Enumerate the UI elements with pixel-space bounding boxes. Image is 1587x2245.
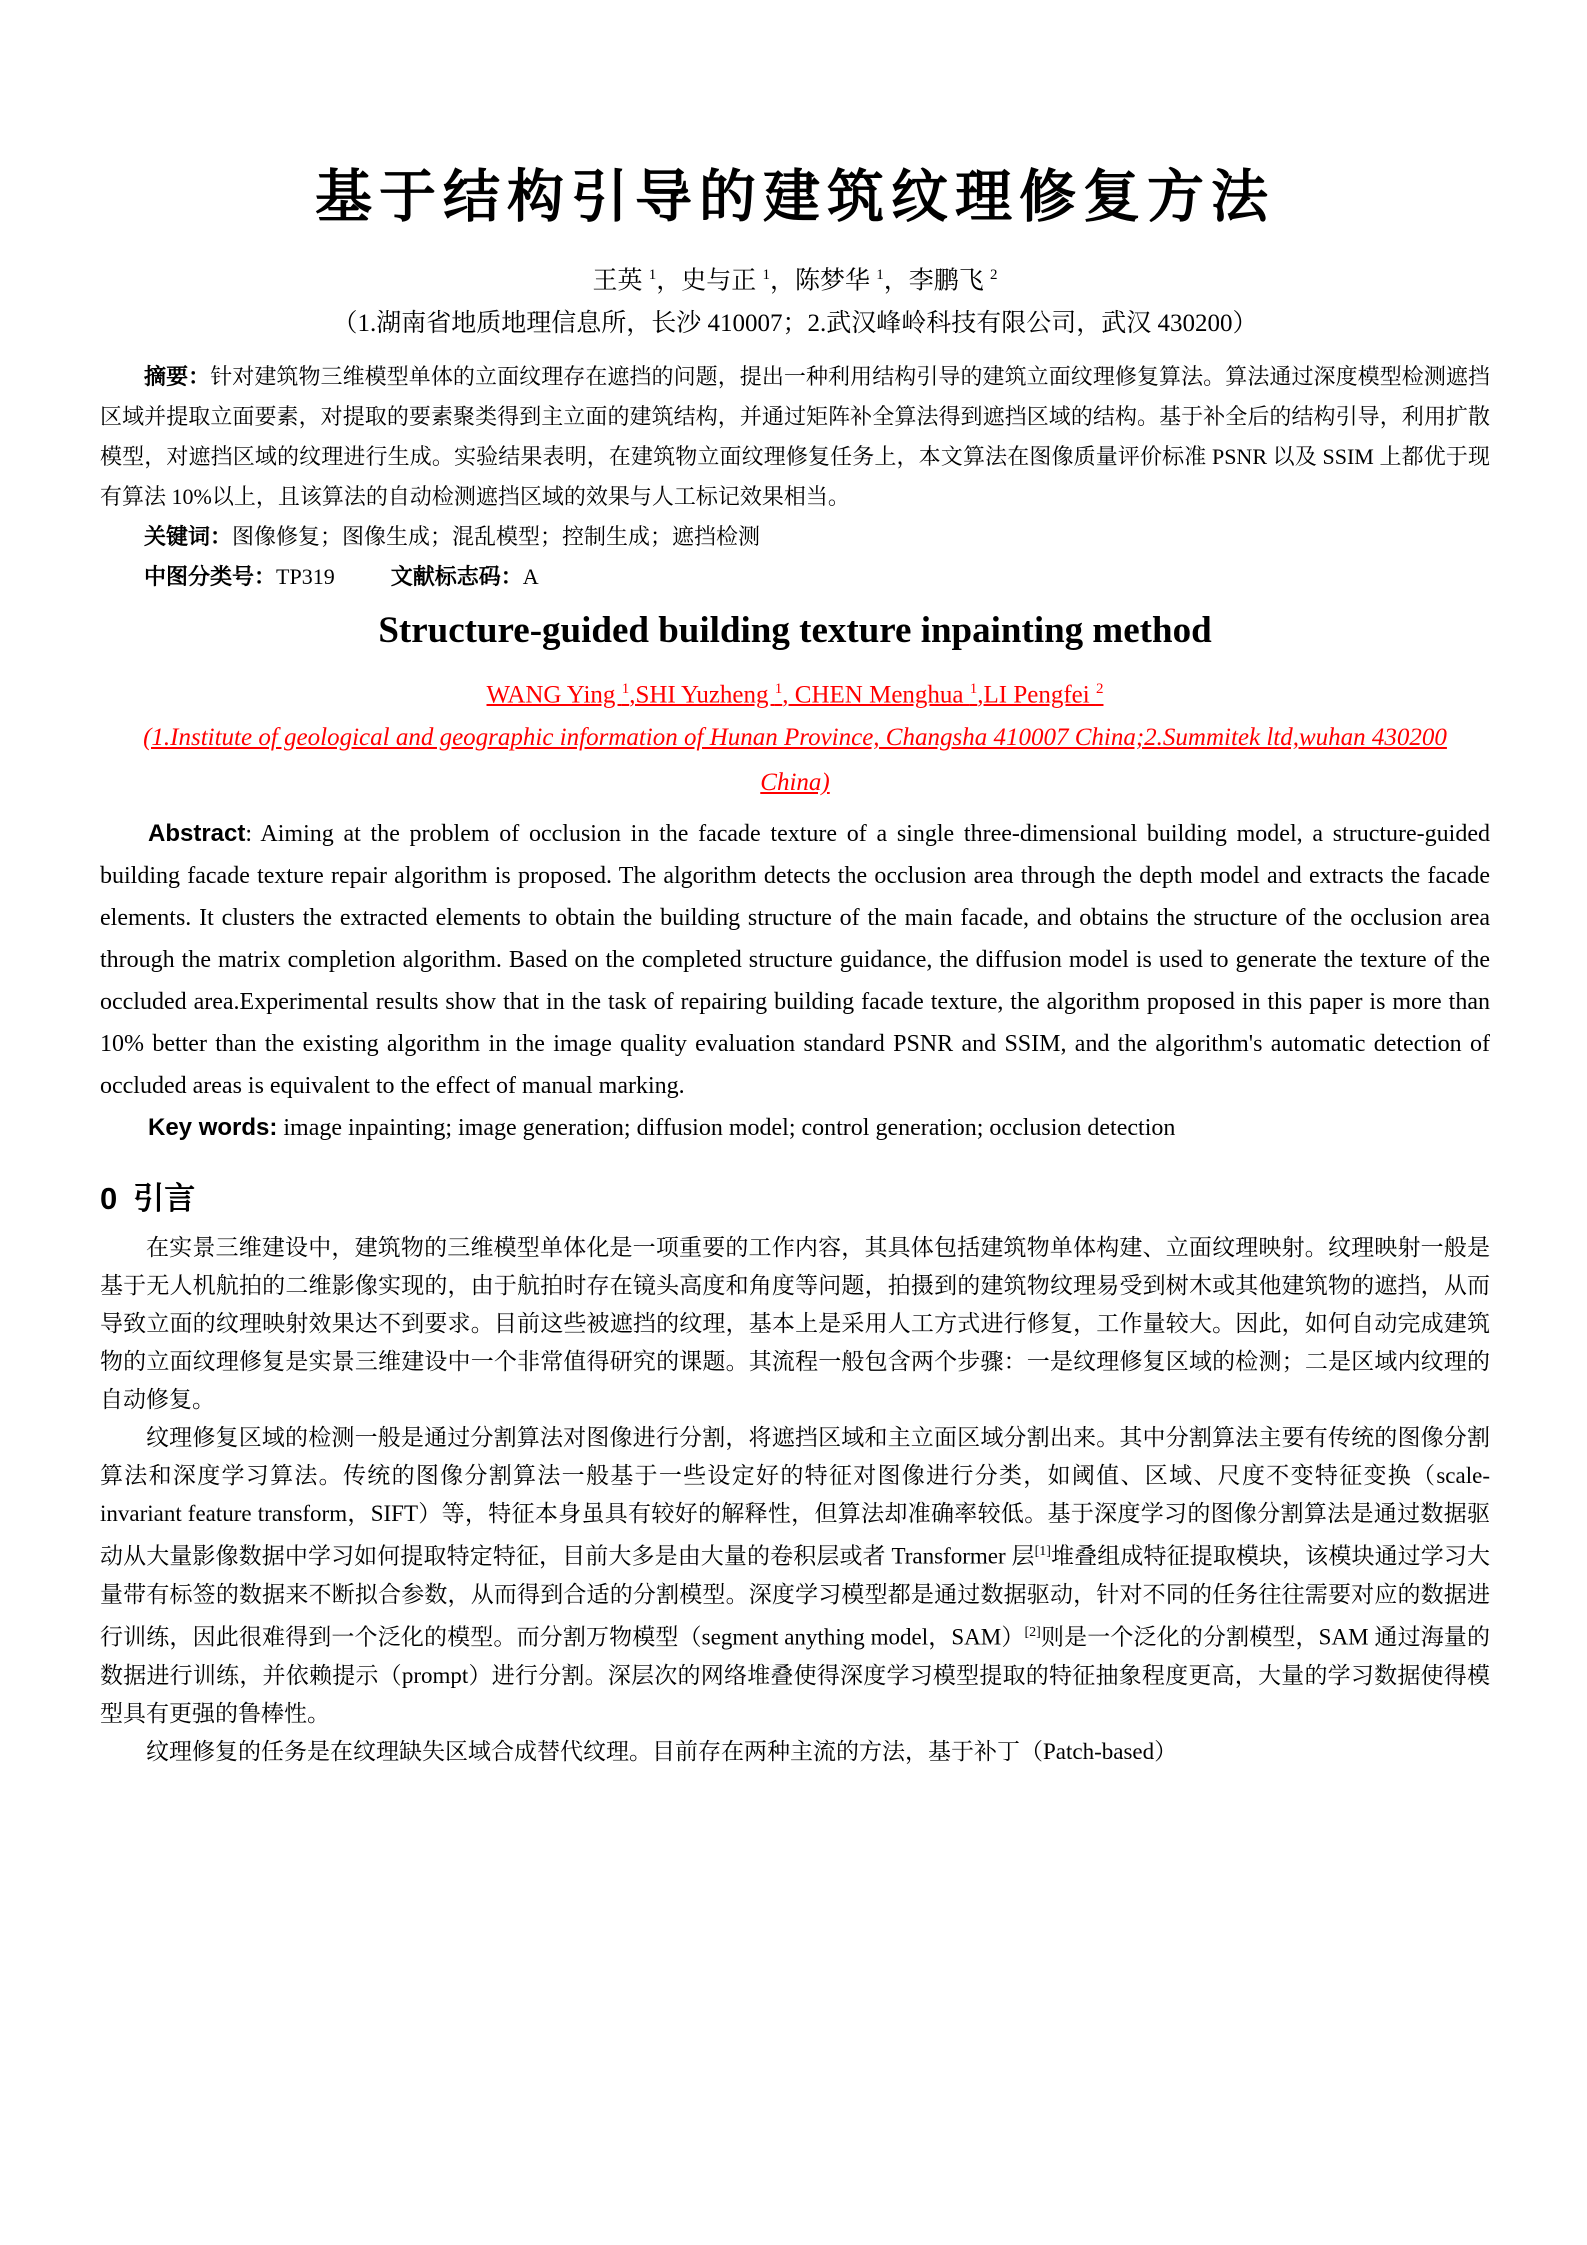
abstract-en (100, 813, 1490, 1107)
authors-cn (100, 257, 1490, 299)
citation-ref-1: [1] (1034, 1544, 1051, 1560)
author-en-1-affil-ref: 1 (621, 680, 630, 697)
keywords-en-label: Key words: (148, 1114, 278, 1142)
author-cn-3-affil-ref: 1 (876, 266, 884, 283)
author-en-4-affil-ref: 2 (1095, 680, 1104, 697)
paper-title-en: Structure-guided building texture inpainting method (378, 609, 1212, 651)
author-en-2: ,SHI Yuzheng (629, 681, 775, 709)
section-number: 0 (100, 1181, 118, 1217)
author-cn-3: ，陈梦华 (770, 266, 877, 294)
author-cn-2-affil-ref: 1 (762, 266, 770, 283)
author-en-3-affil-ref: 1 (969, 680, 978, 697)
author-en-4: ,LI Pengfei (977, 681, 1096, 709)
clc-line (100, 557, 1490, 597)
author-cn-1-affil-ref: 1 (648, 266, 657, 283)
abstract-en-label: Abstract (148, 820, 246, 848)
intro-paragraph-1: 在实景三维建设中，建筑物的三维模型单体化是一项重要的工作内容，其具体包括建筑物单体构建、立面纹理映射。纹理映射一般是基于无人机航拍的二维影像实现的，由于航拍时存在镜头高度和角度等问题，拍摄到的建筑物纹理易受到树木或其他建筑物的遮挡，从而导致立面的纹理映射效果达不到要求。目前这些被遮挡的纹理，基本上是采用人工方式进行修复，工作量较大。因此，如何自动完成建筑物的立面纹理修复是实景三维建设中一个非常值得研究的课题。其流程一般包含两个步骤：一是纹理修复区域的检测；二是区域内纹理的自动修复。 (100, 1235, 1490, 1413)
abstract-cn-label: 摘要： (144, 363, 211, 389)
author-cn-4: ，李鹏飞 (883, 266, 991, 294)
authors-en (100, 669, 1490, 715)
author-cn-4-affil-ref: 2 (990, 266, 998, 283)
author-en-3: , CHEN Menghua (782, 681, 970, 709)
paper-title-cn: 基于结构引导的建筑纹理修复方法 (315, 165, 1275, 229)
doc-code-value: A (522, 563, 539, 589)
clc-label: 中图分类号： (144, 563, 277, 589)
abstract-en-text: : Aiming at the problem of occlusion in the facade texture of a single three-dimensional building model, a structure-guided building facade texture repair algorithm is proposed. The algorithm detects the occlusion area through the depth model and extracts the facade elements. It clusters the extracted elements to obtain the building structure of the main facade, and obtains the structure of the occlusion area through the matrix completion algorithm. Based on the completed structure guidance, the diffusion model is used to generate the texture of the occluded area.Experimental results show that in the task of repairing building facade texture, the algorithm proposed in this paper is more than 10% better than the existing algorithm in the image quality evaluation standard PSNR and SSIM, and the algorithm's automatic detection of occluded areas is equivalent to the effect of manual marking. (100, 821, 1490, 1100)
keywords-cn-label: 关键词： (144, 523, 233, 549)
doc-code-label: 文献标志码： (390, 563, 523, 589)
affiliation-cn: （1.湖南省地质地理信息所，长沙 410007；2.武汉峰岭科技有限公司，武汉 430200） (332, 309, 1258, 337)
intro-p2-text-3: 则是一个泛化的分割模型，SAM 通过海量的数据进行训练，并依赖提示（prompt）进行分割。深层次的网络堆叠使得深度学习模型提取的特征抽象程度更高，大量的学习数据使得模型具有更强的鲁棒性。 (100, 1624, 1490, 1726)
intro-p2-text-2: 堆叠组成特征提取模块，该模块通过学习大量带有标签的数据来不断拟合参数，从而得到合适的分割模型。深度学习模型都是通过数据驱动，针对不同的任务往往需要对应的数据进行训练，因此很难得到一个泛化的模型。而分割万物模型（segment anything model，SAM） (100, 1543, 1490, 1650)
section-label: 引言 (133, 1181, 196, 1217)
intro-p2-text-1: 纹理修复区域的检测一般是通过分割算法对图像进行分割，将遮挡区域和主立面区域分割出来。其中分割算法主要有传统的图像分割算法和深度学习算法。传统的图像分割算法一般基于一些设定好的特征对图像进行分类，如阈值、区域、尺度不变特征变换（scale-invariant feature transform，SIFT）等，特征本身虽具有较好的解释性，但算法却准确率较低。基于深度学习的图像分割算法是通过数据驱动从大量影像数据中学习如何提取特定特征，目前大多是由大量的卷积层或者 Transformer 层 (100, 1425, 1490, 1569)
section-heading-0 (100, 1179, 1490, 1219)
author-en-2-affil-ref: 1 (774, 680, 783, 697)
author-cn-1: 王英 (592, 266, 649, 294)
citation-ref-2: [2] (1024, 1624, 1041, 1640)
clc-value: TP319 (276, 563, 335, 589)
keywords-en-text: image inpainting; image generation; diffusion model; control generation; occlusion detection (277, 1115, 1176, 1142)
intro-paragraph-2 (100, 1419, 1490, 1732)
keywords-en (100, 1107, 1490, 1149)
abstract-cn (100, 357, 1490, 517)
abstract-cn-text: 针对建筑物三维模型单体的立面纹理存在遮挡的问题，提出一种利用结构引导的建筑立面纹理修复算法。算法通过深度模型检测遮挡区域并提取立面要素，对提取的要素聚类得到主立面的建筑结构，并通过矩阵补全算法得到遮挡区域的结构。基于补全后的结构引导，利用扩散模型，对遮挡区域的纹理进行生成。实验结果表明，在建筑物立面纹理修复任务上，本文算法在图像质量评价标准 PSNR 以及 SSIM 上都优于现有算法 10%以上，且该算法的自动检测遮挡区域的效果与人工标记效果相当。 (100, 363, 1490, 509)
affiliation-en: (1.Institute of geological and geographic information of Hunan Province, Changsha 410007 China;2.Summitek ltd,wuhan 430200 China) (143, 724, 1447, 797)
keywords-cn-text: 图像修复；图像生成；混乱模型；控制生成；遮挡检测 (232, 523, 761, 549)
author-cn-2: ，史与正 (656, 266, 763, 294)
keywords-cn (100, 517, 1490, 557)
author-en-1: WANG Ying (486, 681, 622, 709)
intro-paragraph-3: 纹理修复的任务是在纹理缺失区域合成替代纹理。目前存在两种主流的方法，基于补丁（Patch-based） (146, 1738, 1178, 1764)
